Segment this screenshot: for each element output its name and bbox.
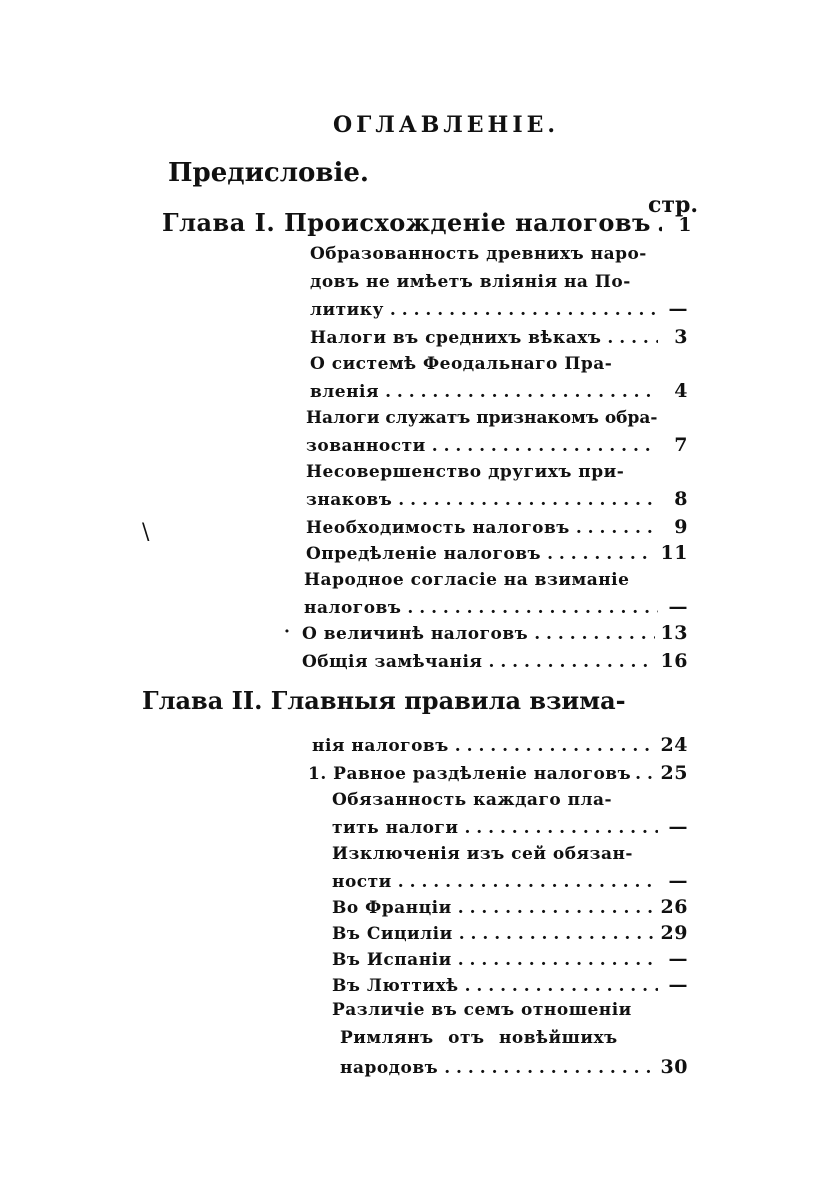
entry-line: Различіе въ семъ отношеніи	[332, 1000, 632, 1020]
toc-entry	[332, 948, 688, 970]
entry-text: зованности	[306, 436, 426, 456]
chapter-2-label: Глава II.	[142, 686, 263, 715]
entry-page: 26	[660, 896, 688, 918]
chapter-2-page: 24	[660, 734, 688, 756]
preface-heading: Предисловіе.	[168, 158, 369, 188]
entry-page: —	[668, 298, 688, 320]
toc-entry	[310, 380, 688, 402]
toc-entry	[340, 1056, 688, 1078]
entry-line: Обязанность каждаго пла-	[332, 790, 613, 810]
entry-text: О величинѣ налоговъ	[302, 624, 529, 644]
entry-text: знаковъ	[306, 490, 393, 510]
entry-line: довъ не имѣетъ вліянія на По-	[310, 272, 631, 292]
entry-text: Въ Люттихѣ	[332, 976, 459, 996]
page-column-label: стр.	[648, 192, 699, 218]
entry-text: литику	[310, 300, 384, 320]
entry-line: Несовершенство другихъ при-	[306, 462, 625, 482]
chapter-1-heading	[162, 208, 692, 237]
entry-page: 13	[660, 622, 688, 644]
toc-entry	[306, 488, 688, 510]
entry-text: Необходимость налоговъ	[306, 518, 570, 538]
toc-entry	[310, 298, 688, 320]
entry-line: Народное согласіе на взиманіе	[304, 570, 630, 590]
chapter-2-title: Главныя правила взима-	[270, 686, 626, 715]
entry-text: Во Франціи	[332, 898, 452, 918]
chapter-1-label: Глава I.	[162, 208, 276, 237]
bullet-mark: ·	[284, 622, 291, 642]
toc-entry	[332, 974, 688, 996]
entry-text: Общія замѣчанія	[302, 652, 483, 672]
entry-page: —	[668, 596, 688, 618]
chapter-2-heading	[142, 686, 626, 715]
entry-text: нія налоговъ	[312, 736, 449, 756]
entry-line: Налоги служатъ признакомъ обра-	[306, 408, 658, 428]
chapter-1-title: Происхожденіе налоговъ	[284, 208, 651, 237]
subsection-1-heading	[308, 762, 688, 784]
entry-text: ности	[332, 872, 392, 892]
entry-text: народовъ	[340, 1058, 439, 1078]
entry-text: Въ Испаніи	[332, 950, 452, 970]
entry-line: Римлянъ отъ новѣйшихъ	[340, 1028, 618, 1048]
toc-entry	[310, 326, 688, 348]
entry-page: 11	[660, 542, 688, 564]
toc-entry	[304, 596, 688, 618]
toc-entry	[306, 434, 688, 456]
toc-title: ОГЛАВЛЕНІЕ.	[333, 112, 560, 138]
entry-text: Налоги въ среднихъ вѣкахъ	[310, 328, 602, 348]
entry-line: Образованность древнихъ наро-	[310, 244, 647, 264]
chapter-2-title-end	[312, 734, 688, 756]
subsection-number: 1.	[308, 764, 327, 784]
entry-page: 4	[674, 380, 688, 402]
entry-page: 16	[660, 650, 688, 672]
toc-entry	[302, 650, 688, 672]
margin-mark: \	[142, 520, 150, 545]
entry-text: тить налоги	[332, 818, 459, 838]
entry-page: —	[668, 974, 688, 996]
toc-entry	[302, 622, 688, 644]
toc-entry	[332, 922, 688, 944]
entry-page: 3	[674, 326, 688, 348]
subsection-title: Равное раздѣленіе налоговъ	[333, 764, 632, 784]
entry-page: 8	[674, 488, 688, 510]
chapter-1-page: 1	[678, 214, 692, 236]
entry-page: —	[668, 816, 688, 838]
entry-text: вленія	[310, 382, 380, 402]
entry-text: Въ Сициліи	[332, 924, 453, 944]
entry-page: 9	[674, 516, 688, 538]
toc-entry	[332, 816, 688, 838]
entry-page: 7	[674, 434, 688, 456]
entry-page: 29	[660, 922, 688, 944]
entry-page: —	[668, 948, 688, 970]
entry-line: О системѣ Феодальнаго Пра-	[310, 354, 613, 374]
entry-text: Опредѣленіе налоговъ	[306, 544, 542, 564]
entry-text: налоговъ	[304, 598, 402, 618]
entry-page: 30	[660, 1056, 688, 1078]
subsection-page: 25	[660, 762, 688, 784]
toc-entry	[306, 542, 688, 564]
entry-line: Изключенія изъ сей обязан-	[332, 844, 633, 864]
toc-entry	[332, 870, 688, 892]
entry-page: —	[668, 870, 688, 892]
toc-entry	[306, 516, 688, 538]
toc-entry	[332, 896, 688, 918]
